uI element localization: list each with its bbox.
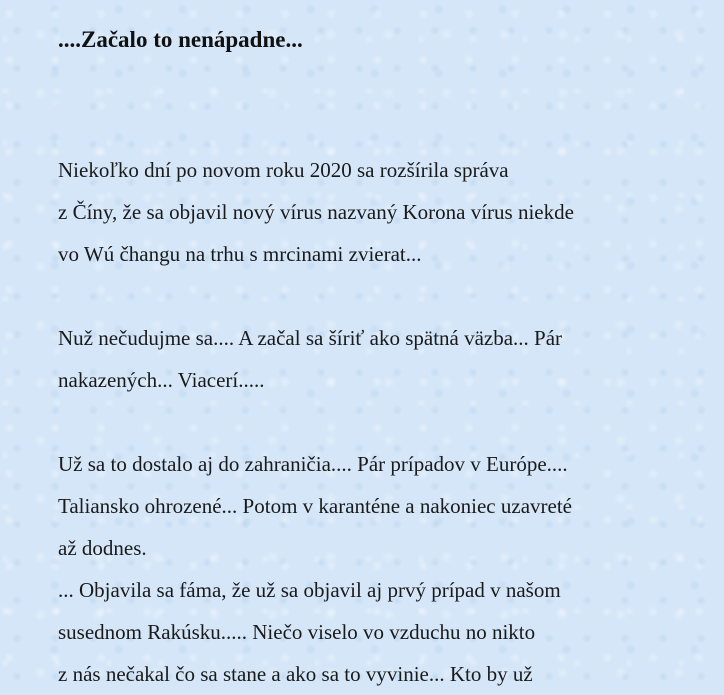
text-line: susednom Rakúsku..... Niečo viselo vo vzduchu no nikto — [58, 620, 536, 644]
text-line: Taliansko ohrozené... Potom v karanténe a nakoniec uzavreté — [58, 494, 572, 518]
text-line: z nás nečakal čo sa stane a ako sa to vyvinie... Kto by už — [58, 662, 533, 686]
paragraph-gap — [58, 401, 698, 443]
text-line: Nuž nečudujme sa.... A začal sa šíriť ako spätná väzba... Pár — [58, 326, 563, 350]
page-title: ....Začalo to nenápadne... — [58, 27, 303, 52]
text-line: vo Wú čhangu na trhu s mrcinami zvierat... — [58, 242, 422, 266]
text-line: Niekoľko dní po novom roku 2020 sa rozšírila správa — [58, 158, 509, 182]
paragraph-gap — [58, 275, 698, 317]
article-body — [58, 149, 698, 695]
text-line: z Číny, že sa objavil nový vírus nazvaný Korona vírus niekde — [58, 200, 574, 224]
text-line: až dodnes. — [58, 536, 147, 560]
text-line: ... Objavila sa fáma, že už sa objavil aj prvý prípad v našom — [58, 578, 561, 602]
text-line: Už sa to dostalo aj do zahraničia.... Pár prípadov v Európe.... — [58, 452, 568, 476]
text-line: nakazených... Viacerí..... — [58, 368, 265, 392]
